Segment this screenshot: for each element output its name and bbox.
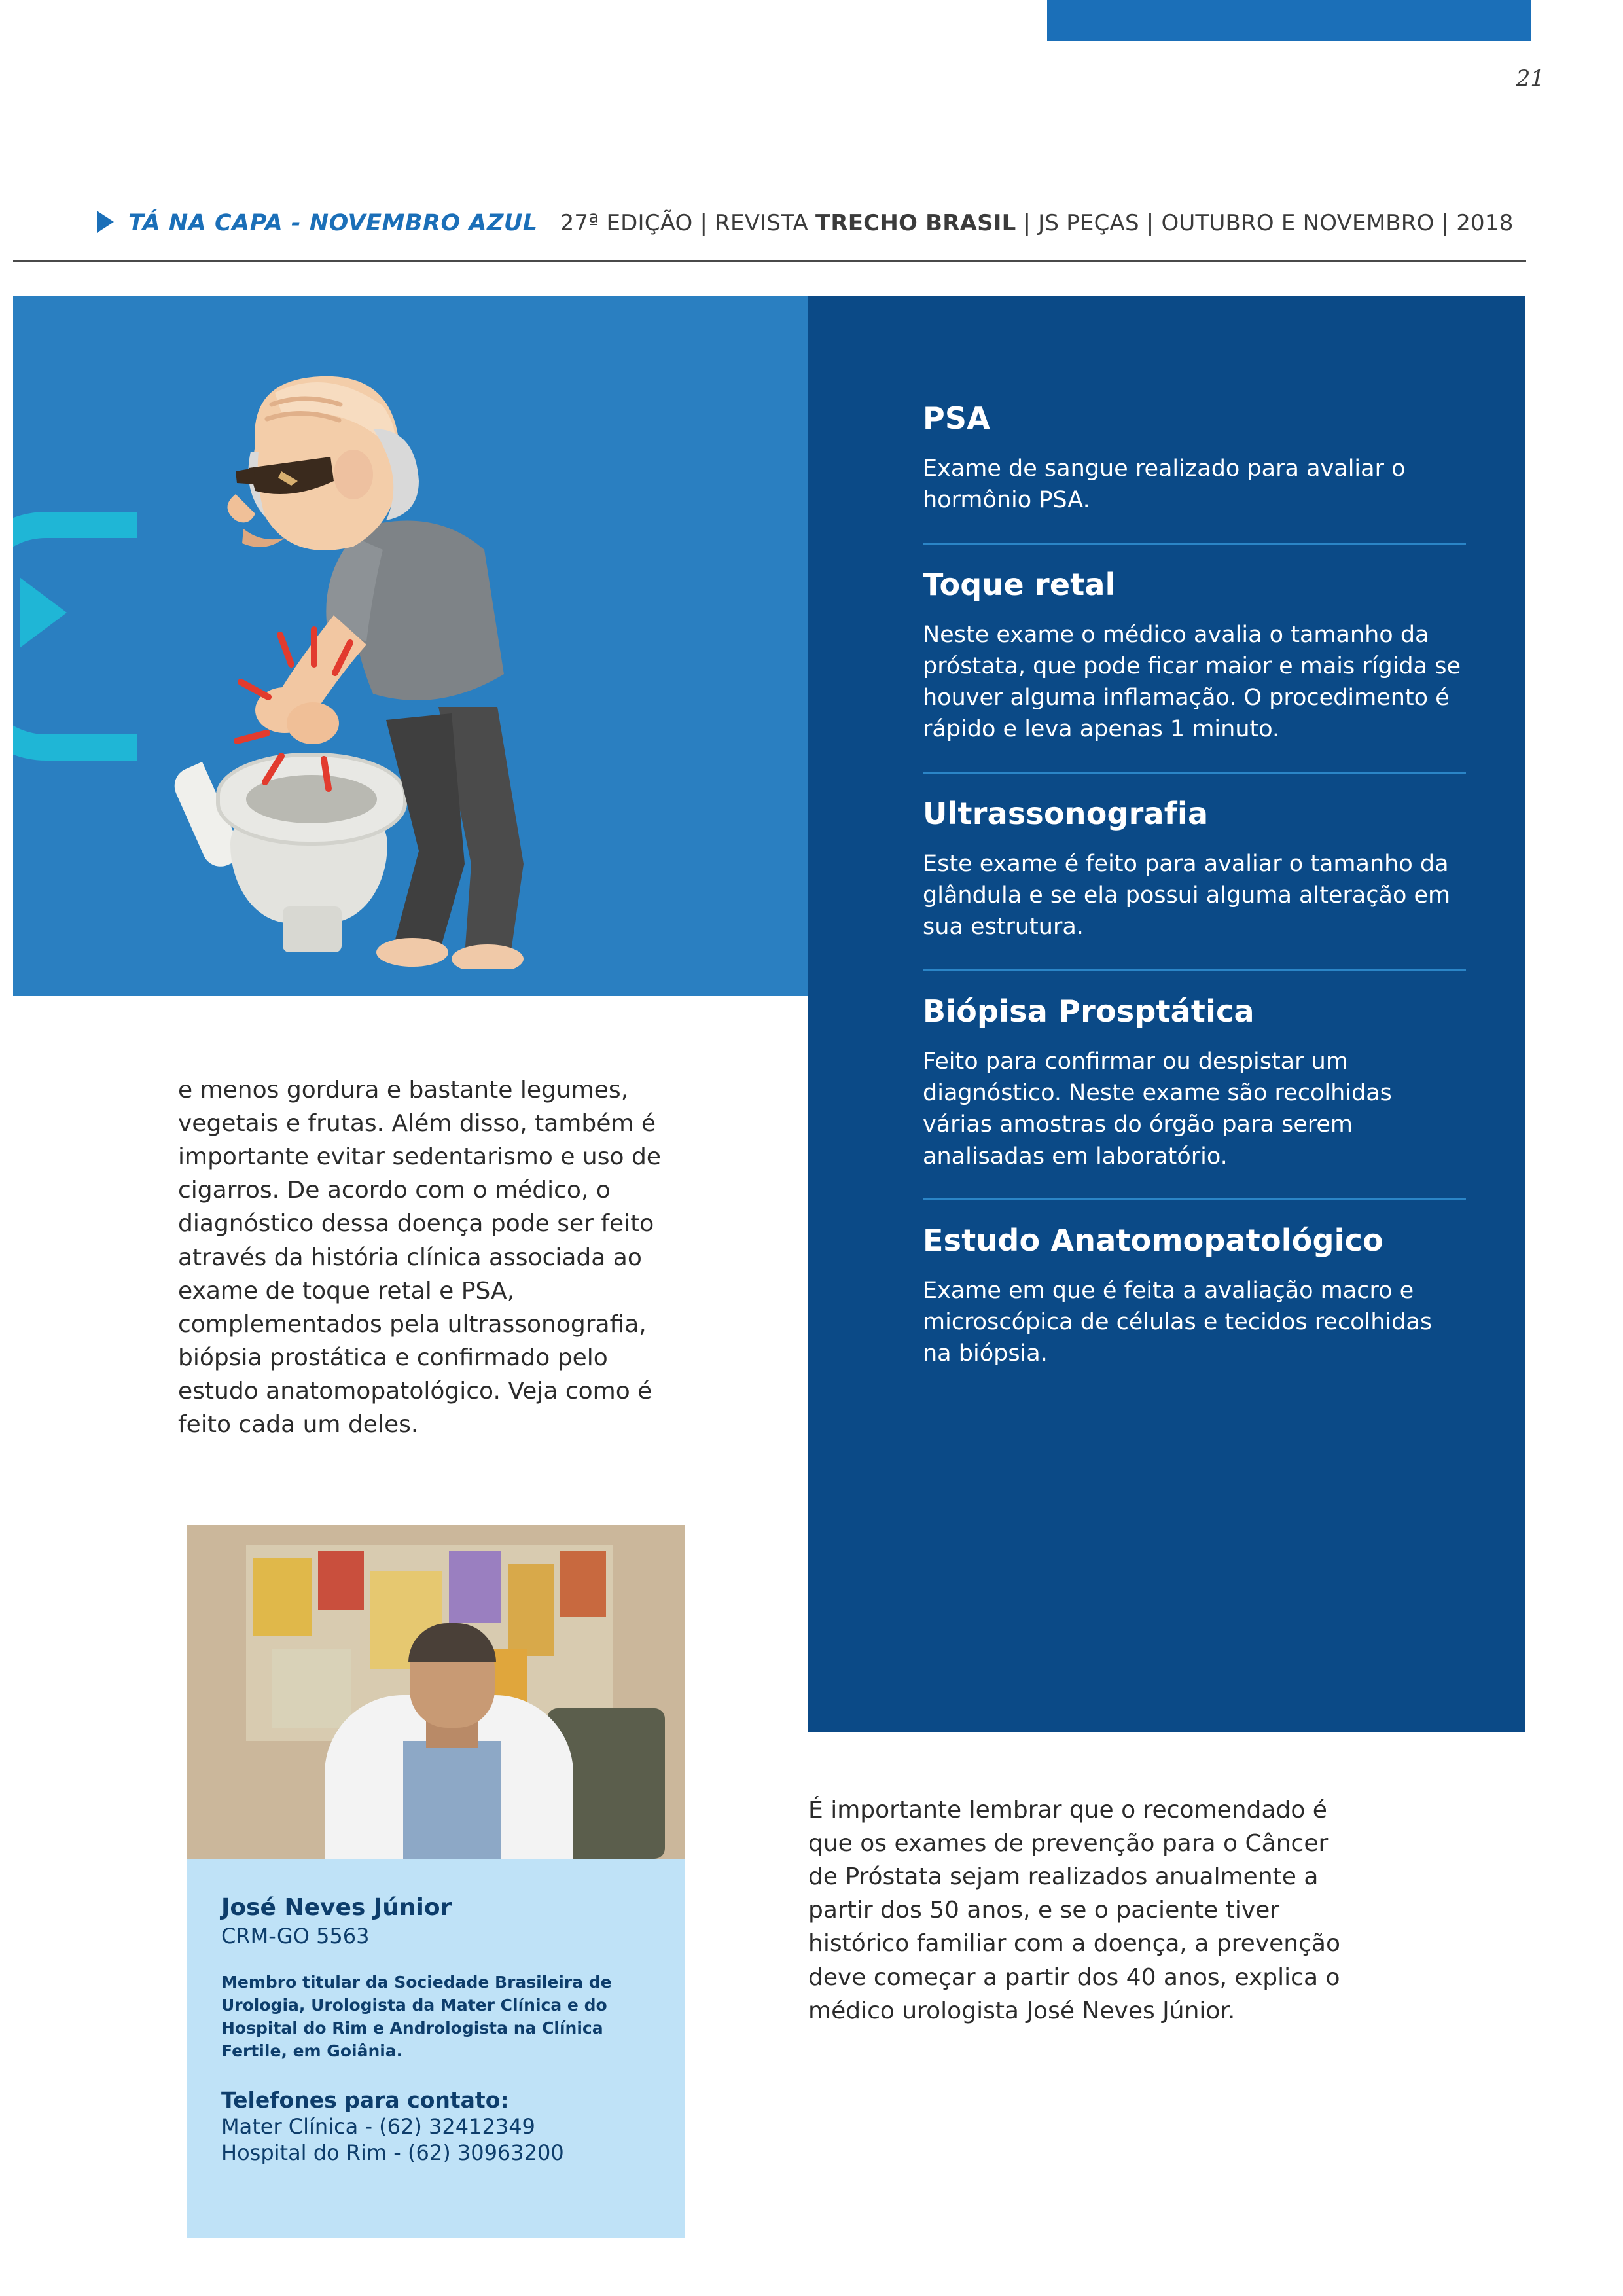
header-divider [13, 260, 1526, 262]
man-illustration [157, 367, 628, 969]
article-body-left: e menos gordura e bastante legumes, vegetais e frutas. Além disso, também é importante evitar sedentarismo e uso de cigarros. De acordo com o médico, o diagnóstico dessa doença pode ser feito através da história clínica associada ao exame de toque retal e PSA, complementados pela ultrassonografia, biópsia prostática e confirmado pelo estudo anatomopatológico. Veja como é feito cada um deles. [178, 1077, 661, 1439]
exam-text: Feito para confirmar ou despistar um diagnóstico. Neste exame são recolhidas várias amostras do órgão para serem analisadas em laboratório. [923, 1048, 1392, 1170]
doctor-phone-hospital: Hospital do Rim - (62) 30963200 [221, 2140, 564, 2165]
exam-title: Estudo Anatomopatológico [923, 1222, 1383, 1258]
exams-panel [808, 296, 1525, 1732]
decorative-arrow-icon [20, 577, 67, 648]
header-section-label: TÁ NA CAPA - NOVEMBRO AZUL [128, 210, 538, 236]
exam-text: Este exame é feito para avaliar o tamanho da glândula e se ela possui alguma alteração em sua estrutura. [923, 850, 1451, 941]
header-edition-label [560, 210, 1514, 236]
page-header [97, 208, 1525, 236]
page-number: 21 [1516, 65, 1544, 92]
header-edition-prefix: 27ª EDIÇÃO | REVISTA [560, 210, 815, 236]
header-magazine-name: TRECHO BRASIL [815, 210, 1016, 236]
photo-shirt [403, 1741, 501, 1859]
panel-divider [923, 543, 1466, 545]
article-body-bottom: É importante lembrar que o recomendado é que os exames de prevenção para o Câncer de Próstata sejam realizados anualmente a partir dos 50 anos, e se o paciente tiver histórico familiar com a doença, a prevenção deve começar a partir dos 40 anos, explica o médico urologista José Neves Júnior. [808, 1797, 1340, 2024]
exam-item-psa [923, 401, 1466, 516]
exam-item-ultrassonografia [923, 796, 1466, 943]
exam-title: Biópisa Prosptática [923, 993, 1255, 1029]
doctor-phone-mater: Mater Clínica - (62) 32412349 [221, 2114, 535, 2139]
exam-title: Ultrassonografia [923, 795, 1209, 831]
exam-title: PSA [923, 401, 991, 436]
exam-item-biopsia [923, 994, 1466, 1172]
exam-text: Neste exame o médico avalia o tamanho da próstata, que pode ficar maior e mais rígida se houver alguma inflamação. O procedimento é rápido e leva apenas 1 minuto. [923, 621, 1461, 743]
exam-text: Exame de sangue realizado para avaliar o hormônio PSA. [923, 456, 1406, 514]
top-blue-bar [1047, 0, 1531, 41]
doctor-phones-title: Telefones para contato: [221, 2087, 509, 2113]
triangle-right-icon [97, 211, 114, 233]
header-edition-suffix: | JS PEÇAS | OUTUBRO E NOVEMBRO | 2018 [1016, 210, 1514, 236]
doctor-photo [187, 1525, 685, 1859]
doctor-bio: Membro titular da Sociedade Brasileira de Urologia, Urologista da Mater Clínica e do Hospital do Rim e Andrologista na Clínica Fertile, em Goiânia. [221, 1973, 612, 2060]
exam-title: Toque retal [923, 566, 1116, 602]
exam-item-anatomopatologico [923, 1223, 1466, 1370]
doctor-crm: CRM-GO 5563 [221, 1924, 370, 1948]
doctor-name: José Neves Júnior [221, 1894, 452, 1921]
exam-text: Exame em que é feita a avaliação macro e microscópica de células e tecidos recolhidas na biópsia. [923, 1277, 1433, 1367]
panel-divider [923, 1198, 1466, 1200]
exam-item-toque-retal [923, 567, 1466, 745]
panel-divider [923, 969, 1466, 971]
doctor-info-card [187, 1859, 685, 2238]
panel-divider [923, 772, 1466, 774]
